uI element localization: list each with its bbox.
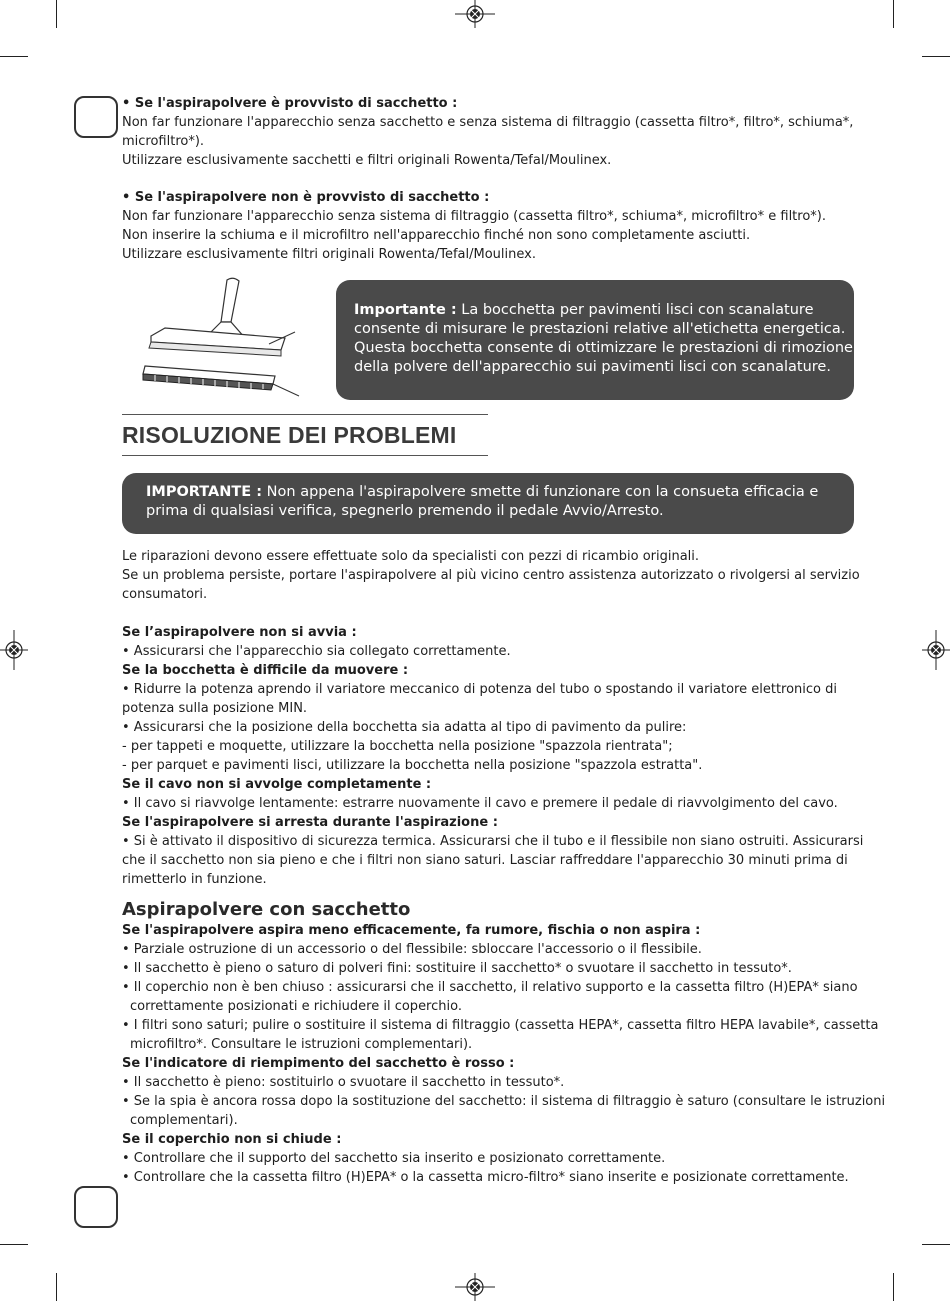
- problem-solution-line: potenza sulla posizione MIN.: [122, 701, 308, 716]
- bagless-heading: • Se l'aspirapolvere non è provvisto di sacchetto :: [122, 190, 490, 205]
- problem-heading: Se la bocchetta è difficile da muovere :: [122, 663, 409, 678]
- problem-solution-line: • Il cavo si riavvolge lentamente: estrarre nuovamente il cavo e premere il pedale di riavvolgimento del cavo.: [122, 796, 838, 811]
- problem-heading: Se il cavo non si avvolge completamente :: [122, 777, 432, 792]
- bagged-section: [122, 94, 857, 170]
- problem-heading: Se l'aspirapolvere aspira meno efficacemente, fa rumore, fischia o non aspira :: [122, 923, 701, 938]
- bagless-line: Non far funzionare l'apparecchio senza sistema di filtraggio (cassetta filtro*, schiuma*, microfiltro* e filtro*).: [122, 209, 826, 224]
- problem-solution-line: • Il sacchetto è pieno: sostituirlo o svuotare il sacchetto in tessuto*.: [122, 1075, 565, 1090]
- problem-solution-line: • Si è attivato il dispositivo di sicurezza termica. Assicurarsi che il tubo e il flessibile non siano ostruiti. Assicurarsi: [122, 834, 864, 849]
- subsection-title: Aspirapolvere con sacchetto: [122, 899, 411, 920]
- problem-heading: Se il coperchio non si chiude :: [122, 1132, 342, 1147]
- important-text: Questa bocchetta consente di ottimizzare le prestazioni di rimozione: [354, 340, 853, 356]
- problem-solution-line: • Assicurarsi che la posizione della bocchetta sia adatta al tipo di pavimento da pulire:: [122, 720, 687, 735]
- registration-mark-icon: [922, 630, 950, 670]
- bagless-line: Utilizzare esclusivamente filtri originali Rowenta/Tefal/Moulinex.: [122, 247, 536, 262]
- bag-issues-list: [122, 921, 886, 1187]
- crop-mark-icon: [922, 1244, 950, 1245]
- crop-mark-icon: [0, 1244, 28, 1245]
- important-text: La bocchetta per pavimenti lisci con scanalature: [456, 302, 814, 318]
- bagged-line: Utilizzare esclusivamente sacchetti e filtri originali Rowenta/Tefal/Moulinex.: [122, 153, 612, 168]
- floor-nozzle-illustration: [135, 276, 305, 398]
- bagged-line: microfiltro*).: [122, 134, 205, 149]
- important-text: consente di misurare le prestazioni relative all'etichetta energetica.: [354, 321, 846, 337]
- troubleshooting-list: [122, 623, 864, 889]
- important-label: Importante :: [354, 302, 457, 318]
- warning-box: [122, 473, 854, 534]
- registration-mark-icon: [455, 0, 495, 28]
- problem-solution-line: • Se la spia è ancora rossa dopo la sostituzione del sacchetto: il sistema di filtraggio è saturo (consultare le istruzioni: [122, 1094, 886, 1109]
- registration-mark-icon: [0, 630, 28, 670]
- intro-line: Se un problema persiste, portare l'aspirapolvere al più vicino centro assistenza autorizzato o rivolgersi al servizio: [122, 568, 860, 583]
- important-text: della polvere dell'apparecchio sui pavimenti lisci con scanalature.: [354, 359, 831, 375]
- problem-heading: Se l'indicatore di riempimento del sacchetto è rosso :: [122, 1056, 515, 1071]
- bagged-line: Non far funzionare l'apparecchio senza sacchetto e senza sistema di filtraggio (cassetta filtro*, filtro*, schiuma*,: [122, 115, 854, 130]
- problem-solution-line: • Controllare che la cassetta filtro (H)EPA* o la cassetta micro-filtro* siano inserite e posizionate correttamente.: [122, 1170, 849, 1185]
- problem-solution-line: • Il sacchetto è pieno o saturo di polveri fini: sostituire il sacchetto* o svuotare il sacchetto in tessuto*.: [122, 961, 792, 976]
- problem-solution-line: rimetterlo in funzione.: [122, 872, 267, 887]
- important-note-box: [336, 280, 854, 400]
- section-title: RISOLUZIONE DEI PROBLEMI: [122, 422, 457, 448]
- problem-solution-line: • Ridurre la potenza aprendo il variatore meccanico di potenza del tubo o spostando il variatore elettronico di: [122, 682, 837, 697]
- language-tab-bottom: [74, 1186, 118, 1228]
- language-tab-top: [74, 96, 118, 138]
- crop-mark-icon: [56, 0, 57, 28]
- bagged-heading: • Se l'aspirapolvere è provvisto di sacchetto :: [122, 96, 458, 111]
- problem-solution-line: - per tappeti e moquette, utilizzare la bocchetta nella posizione "spazzola rientrata";: [122, 739, 673, 754]
- problem-heading: Se l’aspirapolvere non si avvia :: [122, 625, 357, 640]
- bagless-section: [122, 188, 857, 264]
- problem-solution-line: microfiltro*. Consultare le istruzioni complementari).: [130, 1037, 473, 1052]
- crop-mark-icon: [0, 56, 28, 57]
- title-rule-bottom: [122, 455, 488, 456]
- warning-label: IMPORTANTE :: [146, 484, 263, 500]
- crop-mark-icon: [56, 1273, 57, 1301]
- problem-heading: Se l'aspirapolvere si arresta durante l'aspirazione :: [122, 815, 498, 830]
- problem-solution-line: complementari).: [130, 1113, 238, 1128]
- problem-solution-line: che il sacchetto non sia pieno e che i filtri non siano saturi. Lasciar raffreddare l'apparecchio 30 minuti prima di: [122, 853, 848, 868]
- problem-solution-line: • Assicurarsi che l'apparecchio sia collegato correttamente.: [122, 644, 511, 659]
- crop-mark-icon: [893, 0, 894, 28]
- problem-solution-line: • Parziale ostruzione di un accessorio o del flessibile: sbloccare l'accessorio o il flessibile.: [122, 942, 702, 957]
- intro-paragraph: [122, 547, 860, 604]
- bagless-line: Non inserire la schiuma e il microfiltro nell'apparecchio finché non sono completamente asciutti.: [122, 228, 751, 243]
- registration-mark-icon: [455, 1273, 495, 1301]
- intro-line: consumatori.: [122, 587, 208, 602]
- crop-mark-icon: [893, 1273, 894, 1301]
- problem-solution-line: • Controllare che il supporto del sacchetto sia inserito e posizionato correttamente.: [122, 1151, 666, 1166]
- problem-solution-line: • Il coperchio non è ben chiuso : assicurarsi che il sacchetto, il relativo supporto e la cassetta filtro (H)EPA* siano: [122, 980, 858, 995]
- warning-text: Non appena l'aspirapolvere smette di funzionare con la consueta efficacia e: [262, 484, 819, 500]
- problem-solution-line: correttamente posizionati e richiudere il coperchio.: [130, 999, 462, 1014]
- crop-mark-icon: [922, 56, 950, 57]
- intro-line: Le riparazioni devono essere effettuate solo da specialisti con pezzi di ricambio originali.: [122, 549, 700, 564]
- problem-solution-line: • I filtri sono saturi; pulire o sostituire il sistema di filtraggio (cassetta HEPA*, cassetta filtro HEPA lavabile*, cassetta: [122, 1018, 879, 1033]
- title-rule-top: [122, 414, 488, 415]
- problem-solution-line: - per parquet e pavimenti lisci, utilizzare la bocchetta nella posizione "spazzola estratta".: [122, 758, 703, 773]
- warning-text: prima di qualsiasi verifica, spegnerlo premendo il pedale Avvio/Arresto.: [146, 503, 664, 519]
